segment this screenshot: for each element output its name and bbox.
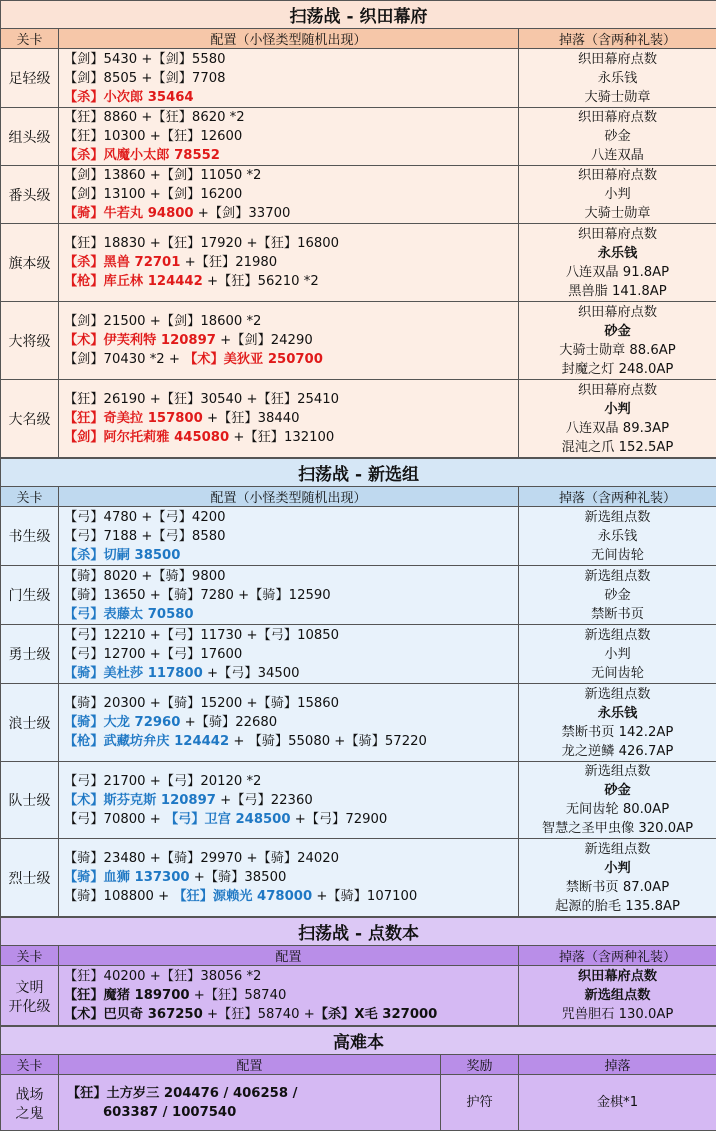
drop-item: 砂金 — [519, 781, 716, 800]
level-cell: 烈士级 — [1, 839, 59, 917]
oda-rows — [1, 49, 716, 458]
config-line — [64, 508, 518, 527]
drop-item: 新选组点数 — [519, 685, 716, 704]
level-cell — [1, 1075, 59, 1131]
table-row — [1, 625, 716, 684]
oda-section — [0, 0, 716, 458]
config-line — [64, 967, 518, 986]
shinsengumi-section — [0, 458, 716, 917]
drop-item: 织田幕府点数 — [519, 50, 716, 69]
points-section — [0, 917, 716, 1026]
config-cell — [59, 380, 519, 458]
config-line — [64, 185, 518, 204]
drop-item: 新选组点数 — [519, 840, 716, 859]
config-line — [64, 1005, 518, 1024]
config-line — [64, 605, 518, 624]
enemy-text: 【弓】4780 +【弓】4200 — [64, 510, 226, 525]
drop-item: 永乐钱 — [519, 704, 716, 723]
config-line — [64, 986, 518, 1005]
boss-text: 【术】斯芬克斯 120897 — [64, 793, 216, 808]
level-cell: 大将级 — [1, 302, 59, 380]
level-cell — [1, 966, 59, 1026]
level-cell: 勇士级 — [1, 625, 59, 684]
hard-header-drop: 掉落 — [519, 1055, 716, 1075]
config-line — [64, 586, 518, 605]
drop-item: 混沌之爪 152.5AP — [519, 438, 716, 457]
config-line — [64, 204, 518, 223]
config-line — [64, 713, 518, 732]
enemy-text: 【狂】10300 +【狂】12600 — [64, 129, 242, 144]
level-line: 文明 — [1, 977, 58, 996]
enemy-text: 【弓】7188 +【弓】8580 — [64, 529, 226, 544]
drop-cell — [519, 762, 716, 839]
level-cell: 番头级 — [1, 166, 59, 224]
shin-header-config: 配置（小怪类型随机出现） — [59, 487, 519, 507]
enemy-text: +【狂】132100 — [229, 430, 334, 445]
config-line — [64, 146, 518, 165]
boss-text: 【杀】切嗣 38500 — [64, 548, 180, 563]
pts-header-config: 配置 — [59, 946, 519, 966]
level-line: 战场 — [1, 1084, 58, 1103]
config-line — [64, 567, 518, 586]
drop-item: 织田幕府点数 — [519, 108, 716, 127]
config-cell — [59, 1075, 441, 1131]
boss-text: 【骑】牛若丸 94800 — [64, 206, 194, 221]
level-line: 之鬼 — [1, 1103, 58, 1122]
config-line — [64, 664, 518, 683]
boss-text: 【弓】卫宫 248500 — [165, 812, 291, 827]
drop-item: 禁断书页 — [519, 605, 716, 624]
drop-item: 八连双晶 — [519, 146, 716, 165]
config-line — [64, 409, 518, 428]
enemy-text: 【剑】8505 +【剑】7708 — [64, 71, 226, 86]
boss-text: 【杀】风魔小太郎 78552 — [64, 148, 220, 163]
config-line — [64, 88, 518, 107]
enemy-text: 【骑】20300 +【骑】15200 +【骑】15860 — [64, 696, 339, 711]
table-row — [1, 966, 716, 1026]
enemy-text: +【剑】24290 — [216, 333, 313, 348]
boss-text: 【骑】血狮 137300 — [64, 870, 190, 885]
config-line — [64, 810, 518, 829]
level-cell: 大名级 — [1, 380, 59, 458]
config-line — [64, 428, 518, 447]
enemy-text: +【弓】72900 — [291, 812, 388, 827]
config-line — [64, 772, 518, 791]
config-line — [64, 527, 518, 546]
config-cell — [59, 684, 519, 762]
config-cell — [59, 224, 519, 302]
boss-text: 【狂】奇美拉 157800 — [64, 411, 203, 426]
boss-text: 【枪】库丘林 124442 — [64, 274, 203, 289]
config-line — [64, 868, 518, 887]
drop-item: 无间齿轮 80.0AP — [519, 800, 716, 819]
config-line — [64, 390, 518, 409]
pts-header-level: 关卡 — [1, 946, 59, 966]
level-cell: 足轻级 — [1, 49, 59, 108]
config-cell — [59, 625, 519, 684]
drop-cell — [519, 507, 716, 566]
enemy-text: +【狂】56210 *2 — [203, 274, 319, 289]
table-row — [1, 839, 716, 917]
enemy-text: +【狂】38440 — [203, 411, 300, 426]
drop-item: 禁断书页 142.2AP — [519, 723, 716, 742]
config-cell — [59, 507, 519, 566]
drop-item: 龙之逆鳞 426.7AP — [519, 742, 716, 761]
enemy-text: 【剑】13860 +【剑】11050 *2 — [64, 168, 261, 183]
config-cell — [59, 108, 519, 166]
drop-item: 小判 — [519, 400, 716, 419]
shin-header-level: 关卡 — [1, 487, 59, 507]
config-cell — [59, 49, 519, 108]
enemy-text: +【骑】107100 — [312, 889, 417, 904]
enemy-text: 【杀】X毛 327000 — [315, 1007, 438, 1022]
enemy-text: +【弓】34500 — [203, 666, 300, 681]
config-line: 【狂】土方岁三 204476 / 406258 / — [67, 1084, 440, 1103]
drop-item: 新选组点数 — [519, 567, 716, 586]
drop-cell — [519, 566, 716, 625]
boss-text: 【枪】武藏坊弁庆 124442 — [64, 734, 229, 749]
enemy-text: +【狂】21980 — [180, 255, 277, 270]
config-cell — [59, 166, 519, 224]
drop-item: 禁断书页 87.0AP — [519, 878, 716, 897]
drop-item: 黑兽脂 141.8AP — [519, 282, 716, 301]
boss-text: 【狂】源赖光 478000 — [173, 889, 312, 904]
enemy-text: 【术】巴贝奇 367250 — [64, 1007, 203, 1022]
drop-cell — [519, 625, 716, 684]
drop-item: 八连双晶 89.3AP — [519, 419, 716, 438]
drop-item: 永乐钱 — [519, 527, 716, 546]
table-row — [1, 108, 716, 166]
shin-header-drop: 掉落（含两种礼装） — [519, 487, 716, 507]
drop-item: 织田幕府点数 — [519, 381, 716, 400]
oda-title: 扫荡战 - 织田幕府 — [1, 1, 716, 29]
drop-item: 新选组点数 — [519, 508, 716, 527]
enemy-text: +【狂】58740 + — [203, 1007, 315, 1022]
drop-cell — [519, 166, 716, 224]
enemy-text: 【剑】13100 +【剑】16200 — [64, 187, 242, 202]
shin-rows — [1, 507, 716, 917]
boss-text: 【术】美狄亚 250700 — [184, 352, 323, 367]
enemy-text: 【弓】21700 +【弓】20120 *2 — [64, 774, 261, 789]
drop-item: 无间齿轮 — [519, 664, 716, 683]
drop-item: 八连双晶 91.8AP — [519, 263, 716, 282]
config-cell — [59, 566, 519, 625]
config-line — [64, 732, 518, 751]
enemy-text: 【骑】13650 +【骑】7280 +【骑】12590 — [64, 588, 331, 603]
config-line — [64, 887, 518, 906]
enemy-text: +【骑】38500 — [190, 870, 287, 885]
drop-item: 永乐钱 — [519, 69, 716, 88]
enemy-text: 【弓】12700 +【弓】17600 — [64, 647, 242, 662]
oda-header-drop: 掉落（含两种礼装） — [519, 29, 716, 49]
table-row — [1, 1075, 716, 1131]
enemy-text: 【狂】26190 +【狂】30540 +【狂】25410 — [64, 392, 339, 407]
config-line — [64, 791, 518, 810]
drop-item: 大骑士勋章 — [519, 88, 716, 107]
enemy-text: 【剑】21500 +【剑】18600 *2 — [64, 314, 261, 329]
hard-header-level: 关卡 — [1, 1055, 59, 1075]
boss-text: 【骑】大龙 72960 — [64, 715, 180, 730]
level-cell: 门生级 — [1, 566, 59, 625]
enemy-text: 【狂】魔猪 189700 — [64, 988, 190, 1003]
drop-item: 新选组点数 — [519, 626, 716, 645]
table-row — [1, 224, 716, 302]
drop-cell — [519, 224, 716, 302]
boss-text: 【骑】美杜莎 117800 — [64, 666, 203, 681]
boss-text: 【术】伊芙利特 120897 — [64, 333, 216, 348]
enemy-text: 【狂】40200 +【狂】38056 *2 — [64, 969, 261, 984]
drop-cell — [519, 966, 716, 1026]
drop-item: 织田幕府点数 — [519, 166, 716, 185]
config-cell — [59, 302, 519, 380]
enemy-text: 【弓】70800 + — [64, 812, 165, 827]
enemy-text: 【狂】18830 +【狂】17920 +【狂】16800 — [64, 236, 339, 251]
enemy-text: 【狂】8860 +【狂】8620 *2 — [64, 110, 245, 125]
drop-item: 无间齿轮 — [519, 546, 716, 565]
enemy-text: 【骑】23480 +【骑】29970 +【骑】24020 — [64, 851, 339, 866]
config-cell — [59, 762, 519, 839]
drop-item: 新选组点数 — [519, 762, 716, 781]
enemy-text: +【骑】22680 — [180, 715, 277, 730]
enemy-text: + 【骑】55080 +【骑】57220 — [229, 734, 427, 749]
config-line — [64, 166, 518, 185]
oda-header-level: 关卡 — [1, 29, 59, 49]
drop-cell — [519, 108, 716, 166]
boss-text: 【杀】黑兽 72701 — [64, 255, 180, 270]
table-row — [1, 380, 716, 458]
pts-header-drop: 掉落（含两种礼装） — [519, 946, 716, 966]
hard-title: 高难本 — [1, 1027, 716, 1055]
hard-header-config: 配置 — [59, 1055, 441, 1075]
table-row — [1, 684, 716, 762]
table-row — [1, 302, 716, 380]
oda-header-config: 配置（小怪类型随机出现） — [59, 29, 519, 49]
config-line — [64, 626, 518, 645]
config-line — [64, 234, 518, 253]
enemy-text: +【狂】58740 — [190, 988, 287, 1003]
enemy-text: 【弓】12210 +【弓】11730 +【弓】10850 — [64, 628, 339, 643]
drop-item: 织田幕府点数 — [519, 225, 716, 244]
drop-item: 织田幕府点数 — [519, 303, 716, 322]
drop-item: 永乐钱 — [519, 244, 716, 263]
shin-title: 扫荡战 - 新选组 — [1, 459, 716, 487]
drop-item: 砂金 — [519, 586, 716, 605]
enemy-text: 【剑】5430 +【剑】5580 — [64, 52, 226, 67]
drop-cell — [519, 380, 716, 458]
table-row — [1, 49, 716, 108]
config-line — [64, 645, 518, 664]
pts-title: 扫荡战 - 点数本 — [1, 918, 716, 946]
config-line — [64, 50, 518, 69]
config-line: 603387 / 1007540 — [67, 1103, 440, 1122]
hard-section — [0, 1026, 716, 1131]
drop-item: 咒兽胆石 130.0AP — [519, 1005, 716, 1024]
config-cell — [59, 966, 519, 1026]
boss-text: 【剑】阿尔托莉雅 445080 — [64, 430, 229, 445]
config-line — [64, 849, 518, 868]
config-line — [64, 694, 518, 713]
table-row — [1, 166, 716, 224]
drop-item: 织田幕府点数 — [519, 967, 716, 986]
config-line — [64, 546, 518, 565]
table-row — [1, 507, 716, 566]
level-cell: 队士级 — [1, 762, 59, 839]
boss-text: 【杀】小次郎 35464 — [64, 90, 194, 105]
drop-item: 大骑士勋章 — [519, 204, 716, 223]
enemy-text: 【剑】70430 *2 + — [64, 352, 184, 367]
level-line: 开化级 — [1, 996, 58, 1015]
config-line — [64, 312, 518, 331]
drop-cell — [519, 684, 716, 762]
boss-text: 【弓】表藤太 70580 — [64, 607, 194, 622]
hard-header-reward: 奖励 — [441, 1055, 519, 1075]
config-line — [64, 350, 518, 369]
config-line — [64, 272, 518, 291]
drop-item: 小判 — [519, 185, 716, 204]
reward-cell: 护符 — [441, 1075, 519, 1131]
drop-cell — [519, 49, 716, 108]
drop-item: 小判 — [519, 645, 716, 664]
enemy-text: +【剑】33700 — [194, 206, 291, 221]
level-cell: 书生级 — [1, 507, 59, 566]
drop-item: 砂金 — [519, 127, 716, 146]
drop-item: 起源的胎毛 135.8AP — [519, 897, 716, 916]
drop-item: 封魔之灯 248.0AP — [519, 360, 716, 379]
table-row — [1, 566, 716, 625]
level-cell: 旗本级 — [1, 224, 59, 302]
config-cell — [59, 839, 519, 917]
config-line — [64, 127, 518, 146]
config-line — [64, 108, 518, 127]
level-cell: 组头级 — [1, 108, 59, 166]
drop-item: 新选组点数 — [519, 986, 716, 1005]
drop-cell — [519, 839, 716, 917]
enemy-text: 【骑】8020 +【骑】9800 — [64, 569, 226, 584]
enemy-text: +【弓】22360 — [216, 793, 313, 808]
config-line — [64, 69, 518, 88]
drop-cell — [519, 302, 716, 380]
level-cell: 浪士级 — [1, 684, 59, 762]
config-line — [64, 253, 518, 272]
drop-item: 智慧之圣甲虫像 320.0AP — [519, 819, 716, 838]
drop-item: 大骑士勋章 88.6AP — [519, 341, 716, 360]
table-row — [1, 762, 716, 839]
drop-item: 砂金 — [519, 322, 716, 341]
config-line — [64, 331, 518, 350]
drop-item: 小判 — [519, 859, 716, 878]
drop-cell: 金棋*1 — [519, 1075, 716, 1131]
enemy-text: 【骑】108800 + — [64, 889, 173, 904]
